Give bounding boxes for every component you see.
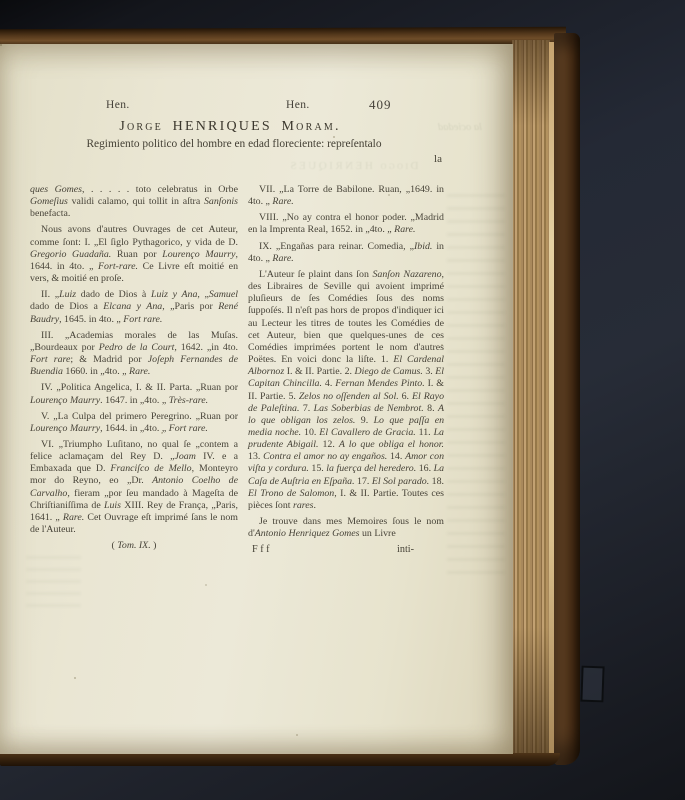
italic-text: El Cavallero de Gracia. — [319, 426, 416, 438]
text: 3. — [422, 366, 436, 378]
paragraph — [30, 411, 238, 435]
text: . 1647. in „4to. „ — [100, 394, 169, 406]
italic-text: rares — [292, 499, 314, 511]
text: 14. — [387, 451, 406, 463]
italic-text: El Rayo de Paleſtina. — [248, 390, 445, 414]
paragraph — [248, 241, 444, 265]
italic-text: Rare. — [62, 511, 85, 523]
paragraph — [248, 184, 444, 208]
italic-text: ques Gomes — [30, 184, 83, 195]
italic-text: Elcana y Ana — [103, 301, 163, 313]
italic-text: El Trono de Salomon — [248, 487, 335, 499]
book-bottom-edge — [0, 753, 560, 766]
text: , fieram „por ſeu mandado à Mageſta de Chriſtianiſſima de — [30, 487, 238, 511]
text: 11. — [415, 426, 434, 438]
footer-row — [248, 544, 444, 555]
italic-text: Las Soberbias de Nembrot. — [313, 402, 424, 414]
text: , 1644. in 4to. „ — [30, 248, 238, 272]
paragraph — [30, 330, 238, 379]
paragraph — [30, 224, 238, 285]
italic-text: René Baudry — [30, 301, 238, 325]
italic-text: Diego de Camus. — [354, 366, 423, 378]
paragraph — [30, 184, 238, 220]
column-left — [30, 184, 238, 556]
italic-text: Fort rare. — [123, 313, 163, 325]
text: 4. — [321, 378, 336, 390]
text: 12. — [318, 439, 339, 451]
text: , des Libraires de Seville qui avoient imprimé pluſieurs de ſes Comédies ſous des noms ſuppoſés. Il n'eſt pas hors de propos d'indiquer ici au Lecteur les titres de toutes les Comédies de cet Auteur, bien que quelques-unes de ces Comédies imprimées portent le nom d'autres Poëtes. En voici donc la liſte. 1. — [248, 268, 444, 366]
book-cover-board — [554, 33, 580, 765]
paragraph — [248, 269, 444, 512]
text: dado de Dios à — [76, 289, 151, 301]
text: VIII. „No ay contra el honor poder. „Madrid en la Imprenta Real, 1652. in „4to. „ — [248, 212, 444, 236]
italic-text: Rare. — [272, 196, 294, 208]
paragraph — [248, 516, 444, 540]
italic-text: Zelos no oſſenden al Sol. — [298, 390, 399, 402]
text: XIII. Rey de França, „Paris, 1641. „ — [30, 499, 238, 523]
italic-text: Rare. — [394, 224, 416, 236]
text: dado de Dios a — [30, 301, 104, 313]
text: 13. — [248, 451, 264, 463]
entry-title-carry: la — [434, 153, 442, 165]
text: IV. „Politica Angelica, I. & II. Parta. „Ruan por — [41, 382, 238, 394]
catchword: inti- — [397, 544, 414, 556]
entry-title: Regimiento politico del hombre en edad floreciente: repreſentalo — [86, 138, 382, 150]
italic-text: Tom. IX. — [117, 540, 151, 552]
italic-text: Gomeſius — [30, 196, 68, 208]
text: 17. — [354, 475, 372, 487]
margin-smudge — [26, 556, 81, 611]
italic-text: Antonio Coelho de Carvalho — [30, 475, 238, 499]
italic-text: El Cardenal Albornoz — [248, 354, 444, 378]
italic-text: Lo que paſſa en media noche. — [248, 414, 445, 438]
running-header-left: Hen. — [106, 99, 130, 111]
italic-text: El Sol parado. — [371, 475, 430, 487]
italic-text: A lo que obligan los zelos. — [248, 402, 444, 426]
italic-text: Franciſco de Mello — [110, 463, 192, 475]
text: IV. e a Embaxada que D. — [30, 451, 238, 475]
text: , I. & II. Partie. Toutes ces pièces ſont — [248, 487, 444, 511]
text: Je trouve dans mes Memoires ſous le nom d' — [248, 516, 444, 540]
italic-text: Contra el amor no ay engaños. — [263, 451, 388, 463]
paper-speckles — [0, 44, 2, 46]
text: 10. — [301, 426, 320, 438]
text: V. „La Culpa del primero Peregrino. „Ruan por — [41, 410, 238, 422]
italic-text: Fort rare. — [168, 422, 208, 434]
italic-text: A lo que obliga el honor. — [338, 439, 445, 451]
italic-text: Lourenço Maurry — [162, 248, 236, 260]
italic-text: la fuerça del heredero. — [326, 463, 417, 475]
entry-author-heading: Jorge HENRIQUES Moram. — [119, 119, 341, 134]
page-edge-highlight — [549, 42, 554, 754]
italic-text: Lourenço Maurry — [30, 422, 101, 434]
text: 16. — [416, 463, 434, 475]
italic-text: Gregorio Guadaña. — [30, 248, 112, 260]
column-right — [248, 184, 444, 555]
bleedthrough-text: la ociedad — [438, 122, 483, 133]
text: Ruan por — [111, 248, 163, 260]
text: VII. „La Torre de Babilone. Ruan, „1649. in 4to. „ — [248, 184, 444, 208]
italic-text: El Capitan Chincilla. — [248, 366, 444, 390]
text: , 1642. „in 4to. — [174, 341, 239, 353]
text: 8. — [423, 402, 438, 414]
italic-text: Sanſonis — [203, 196, 238, 208]
italic-text: Très-rare. — [168, 394, 209, 406]
text: , . . . . . toto celebratus in Orbe — [82, 184, 238, 195]
text: VI. „Triumpho Luſitano, no qual ſe „contem a felice aclamaçam del Rey D. „ — [30, 438, 238, 463]
text: , „ — [197, 289, 209, 301]
text: IX. „Engañas para reinar. Comedia, „ — [259, 240, 414, 252]
italic-text: Lourenço Maurry — [30, 394, 101, 406]
italic-text: Luis — [104, 499, 122, 511]
italic-text: La Caſa de Auſtria en Eſpaña. — [248, 463, 445, 487]
text: ) — [150, 540, 157, 552]
italic-text: Joam — [174, 451, 196, 463]
book-fore-edge — [512, 40, 550, 756]
margin-smudge — [447, 194, 505, 584]
text: , 1645. in 4to. „ — [59, 313, 124, 325]
text: II. „ — [41, 289, 60, 301]
text: un Livre — [359, 528, 396, 540]
text: 15. — [308, 463, 327, 475]
italic-text: Sanſon Nazareno — [372, 268, 442, 280]
text: , Monteyro mor do Reyno, eo „Dr. — [30, 463, 238, 487]
italic-text: Fort rare — [30, 354, 71, 366]
text: ( — [111, 540, 118, 552]
page-number: 409 — [369, 97, 392, 112]
text: validi calamo, qui tollit in aſtra — [67, 196, 204, 208]
text: I. & II. Partie. 2. — [284, 366, 355, 378]
text: 18. — [429, 475, 445, 487]
italic-text: Rare. — [272, 252, 294, 264]
text: I. & II. Partie. 5. — [248, 378, 444, 402]
text: 1660. in „4to. „ — [62, 366, 130, 378]
paragraph — [30, 289, 238, 325]
text: ; & Madrid por — [70, 354, 148, 366]
italic-text: La prudente Abigail. — [248, 426, 444, 451]
running-header-center: Hen. — [286, 99, 310, 111]
text: benefacta. — [30, 208, 71, 220]
bleedthrough-text: Diogo HENRIQUES — [288, 160, 419, 172]
text: 6. — [398, 390, 412, 402]
signature-mark: F f f — [252, 544, 270, 556]
tome-marker — [30, 540, 238, 552]
italic-text: Samuel — [208, 289, 238, 301]
text: in 4to. „ — [248, 240, 444, 264]
italic-text: Pedro de la Court — [98, 341, 175, 353]
italic-text: Rare. — [129, 366, 151, 378]
italic-text: Fort-rare. — [98, 260, 138, 272]
text: , 1644. in „4to. „ — [100, 422, 169, 434]
italic-text: Luiz — [59, 289, 77, 301]
text: Cet Ouvrage eſt imprimé ſans le nom de l'Auteur. — [30, 511, 238, 536]
italic-text: Antonio Henriquez Gomes — [254, 528, 360, 540]
italic-text: Luiz y Ana — [150, 289, 198, 301]
text: , „Paris por — [162, 301, 219, 313]
paragraph — [30, 382, 238, 406]
stamp-mark — [580, 666, 604, 703]
italic-text: Ibid. — [413, 240, 433, 252]
text: 9. — [355, 414, 374, 426]
text: Nous avons d'autres Ouvrages de cet Auteur, comme ſont: I. „El ſiglo Pythagorico, y vida de D. — [30, 224, 238, 248]
text: Ce Livre eſt moitié en vers, & moitié en proſe. — [30, 260, 239, 285]
text: . — [313, 499, 316, 511]
text: III. „Academias morales de las Muſas. „Bourdeaux por — [30, 329, 238, 353]
text: L'Auteur ſe plaint dans ſon — [259, 268, 373, 280]
italic-text: Joſeph Fernandes de Buendia — [30, 354, 238, 378]
paragraph — [30, 439, 238, 536]
italic-text: Fernan Mendes Pinto. — [335, 378, 425, 390]
text: 7. — [299, 402, 314, 414]
book-page — [0, 44, 513, 754]
italic-text: Amor con viſta y cordura. — [248, 451, 445, 475]
paragraph — [248, 212, 444, 236]
